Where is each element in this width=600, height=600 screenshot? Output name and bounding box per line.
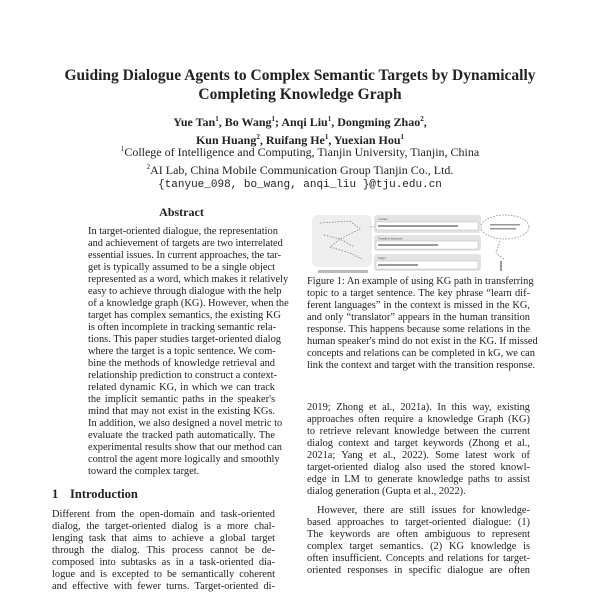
text-line: 2019; Zhong et al., 2021a). In this way, existing xyxy=(307,402,530,413)
figure-graphic xyxy=(310,213,530,275)
text-line: often insufficient. Concepts and relations for target- xyxy=(307,553,530,564)
affiliation: $^2$AI Lab, China Mobile Communication Group Tianjin Co., Ltd. xyxy=(146,163,454,177)
text-line: logue and is excepted to be semantically coherent xyxy=(52,569,275,580)
text-line: In target-oriented dialogue, the representation xyxy=(88,226,278,237)
author-line: Yue Tan$^1$, Bo Wang$^1$; Anqi Liu$^1$, Dongming Zhao$^2$, xyxy=(173,115,427,129)
text-line: target-oriented dialog also used the stored knowl- xyxy=(307,462,530,473)
figure-1 xyxy=(310,213,530,275)
affiliation: $^1$College of Intelligence and Computing, Tianjin University, Tianjin, China xyxy=(120,145,480,159)
text-line: oriented responses in specific dialogue are often xyxy=(307,565,530,576)
title-line: Guiding Dialogue Agents to Complex Semantic Targets by Dynamically xyxy=(64,67,536,84)
intro-heading: 1 Introduction xyxy=(52,487,138,501)
text-line: response. This happens because some relations in the xyxy=(307,324,530,335)
text-line: edge in LM to generate knowledge paths to assist xyxy=(307,474,530,485)
author: Yue Tan$^1$ xyxy=(173,115,219,129)
author: Dongming Zhao$^2$ xyxy=(337,115,424,129)
paragraph xyxy=(307,505,530,577)
text-line: evaluate the tracked path automatically. The xyxy=(88,430,275,441)
text-line: 2021a; Yang et al., 2022). Some latest work of xyxy=(307,450,530,461)
text-line: easy to achieve through dialogue with the help xyxy=(88,286,282,297)
text-line: complex target semantics. (2) KG knowledge is xyxy=(307,541,530,552)
title-line: Completing Knowledge Graph xyxy=(198,86,402,103)
text-line: Figure 1: An example of using KG path in transferring xyxy=(307,276,534,287)
text-line: human speaker's mind do not exist in the KG. If missed xyxy=(307,336,538,347)
text-line: relationship prediction to construct a context- xyxy=(88,370,277,381)
text-line: The keywords are often ambiguous to represent xyxy=(307,529,530,540)
author: Ruifang He$^1$ xyxy=(265,133,329,147)
paragraph xyxy=(307,402,530,498)
text-line: toward the complex target. xyxy=(88,466,200,477)
text-line: is often incomplete in tracking semantic rela- xyxy=(88,322,277,333)
text-line: represented as a word, which makes it relatively xyxy=(88,274,289,285)
text-line: where the target is a topic sentence. We com- xyxy=(88,346,276,357)
abstract-body xyxy=(88,226,289,478)
text-line: the implicit semantic paths in the speaker's xyxy=(88,394,275,405)
text-line: dialog, the target-oriented dialog is a more chal- xyxy=(52,521,275,532)
text-line: However, there are still issues for knowledge- xyxy=(317,505,530,516)
text-line: and only “translator” appears in the human transition xyxy=(307,312,530,323)
abstract-heading: Abstract xyxy=(159,205,204,219)
author: Yuexian Hou$^1$ xyxy=(333,133,405,147)
affiliations xyxy=(40,142,560,193)
figure-caption xyxy=(307,276,538,372)
text-line: control the agent more logically and smoothly xyxy=(88,454,280,465)
text-line: approaches often require a knowledge Graph (KG) xyxy=(307,414,530,425)
text-line: concepts and relations can be completed in kG, we can xyxy=(307,348,535,359)
text-line: mind that may not exist in the existing KGs. xyxy=(88,406,275,417)
text-line: based approaches to target-oriented dialogue: (1) xyxy=(307,517,530,528)
intro-body xyxy=(52,509,275,593)
email: {tanyue_098, bo_wang, anqi_liu }@tju.edu.cn xyxy=(158,179,442,191)
text-line: lenging task that aims to achieve a global target xyxy=(52,533,275,544)
text-line: dialog context and target keywords (Zhong et al., xyxy=(307,438,530,449)
text-line: Different from the open-domain and task-oriented xyxy=(52,509,275,520)
text-line: through the dialog. This process cannot be de- xyxy=(52,545,275,556)
text-line: and effective with fewer turns. Target-oriented di- xyxy=(52,581,275,592)
panel-label: Transition Response xyxy=(378,236,403,241)
right-column-text xyxy=(307,402,530,577)
text-line: bine the methods of knowledge retrieval and xyxy=(88,358,275,369)
author: Kun Huang$^2$ xyxy=(195,133,260,147)
text-line: get is typically assumed to be a single object xyxy=(88,262,275,273)
text-line: experimental results show that our method can xyxy=(88,442,282,453)
text-line: composed into subtasks as in a task-oriented dia- xyxy=(52,557,275,568)
text-line: related dynamic KG, in which we can track xyxy=(88,382,275,393)
text-line: of a knowledge graph (KG). However, when the xyxy=(88,298,289,309)
text-line: topic to a target sentence. The key phrase “learn dif- xyxy=(307,288,530,299)
paper-title xyxy=(40,66,560,104)
author-line: Kun Huang$^2$, Ruifang He$^1$, Yuexian Hou$^1$ xyxy=(195,133,405,147)
text-line: to retrieve relevant knowledge between the current xyxy=(307,426,530,437)
text-line: In addition, we also designed a novel metric to xyxy=(88,418,283,429)
text-line: ferent languages” in the context is missed in the KG, xyxy=(307,300,530,311)
author: Anqi Liu$^1$ xyxy=(281,115,332,129)
panel-label: Context xyxy=(378,217,388,221)
text-line: tions. This paper studies target-oriented dialog xyxy=(88,334,281,345)
text-line: target has complex semantics, the existing KG xyxy=(88,310,281,321)
author: Bo Wang$^1$ xyxy=(224,115,275,129)
text-line: link the context and target with the transition response. xyxy=(307,360,536,371)
text-line: essential issues. In current approaches, the tar- xyxy=(88,250,282,261)
panel-label: Target xyxy=(378,256,386,260)
text-line: dialog generation (Gupta et al., 2022). xyxy=(307,486,466,497)
text-line: and achievement of targets are two interrelated xyxy=(88,238,283,249)
